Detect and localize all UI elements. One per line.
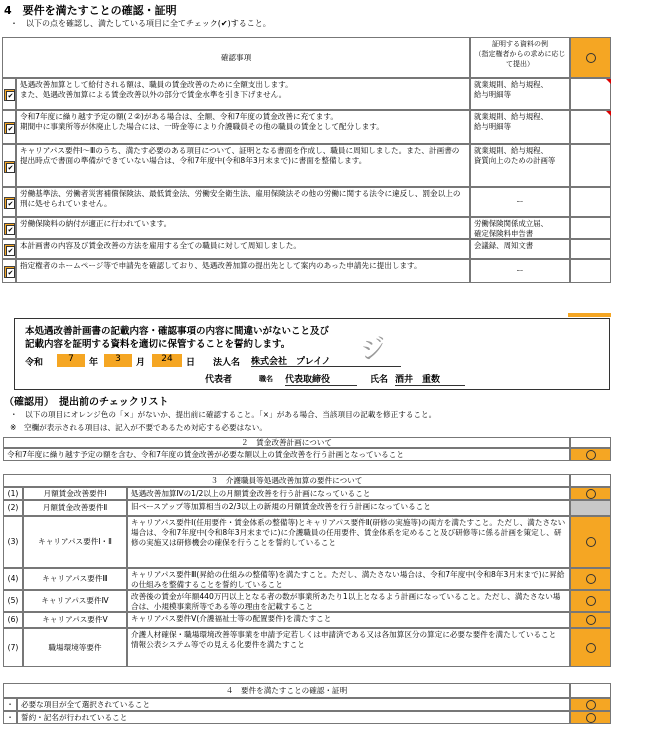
- status-cell: [570, 239, 611, 259]
- check-cell: [2, 187, 16, 217]
- month-field[interactable]: 3: [104, 354, 132, 367]
- sec3-title-status: [570, 474, 611, 487]
- role-field[interactable]: 代表取締役: [285, 372, 357, 386]
- checkbox[interactable]: [4, 266, 15, 278]
- comment-marker: [606, 79, 611, 84]
- status-cell: [570, 259, 611, 283]
- rep-label: 代表者: [205, 375, 233, 385]
- check-cell: [2, 144, 16, 187]
- final-check-text: 必要な項目が全て選択されていること: [17, 698, 570, 711]
- header-items: 確認事項: [2, 37, 470, 78]
- req-status: [570, 568, 611, 590]
- req-status: [570, 487, 611, 500]
- sec2-title-status: [570, 437, 611, 448]
- req-text: キャリアパス要件Ⅲ(昇給の仕組みの整備等)を満たすこと。ただし、満たさない場合は、令和7年度中(令和8年3月末まで)に昇給の仕組みを整備することを誓約していること: [127, 568, 570, 590]
- header-status-cell: [570, 37, 611, 78]
- status-cell: [570, 217, 611, 239]
- evidence-docs: ー: [470, 259, 570, 283]
- ok-circle-icon: [586, 537, 596, 547]
- status-cell: [570, 144, 611, 187]
- evidence-docs: ー: [470, 187, 570, 217]
- checklist-note2: ※ 空欄が表示される項目は、記入が不要であるため対応する必要はない。: [10, 423, 267, 432]
- declaration-accent: [568, 313, 611, 317]
- bullet: ・: [3, 711, 17, 724]
- name-field[interactable]: 酒井 重数: [395, 372, 465, 386]
- sec2-row: 令和7年度に繰り越す予定の額を含む、令和7年度の賃金改善が必要な額以上の賃金改善を行う計画となっていること: [3, 448, 570, 461]
- ok-circle-icon: [586, 489, 596, 499]
- year-unit: 年: [89, 358, 99, 368]
- bullet: ・: [3, 698, 17, 711]
- ok-circle-icon: [586, 615, 596, 625]
- name-label: 氏名: [370, 375, 389, 385]
- sec3-title: ３ 介護職員等処遇改善加算の要件について: [3, 474, 570, 487]
- status-cell: [570, 110, 611, 144]
- evidence-docs: 就業規則、給与規程、 給与明細等: [470, 110, 570, 144]
- ok-circle-icon: [586, 713, 596, 723]
- requirement-text: キャリアパス要件Ⅰ～Ⅲのうち、満たす必要のある項目について、証明となる書面を作成し、職員に周知しました。また、計画書の提出時点で書面の準備ができていない場合は、令和7年度中(令和8年3月末まで)に書面を整備します。: [16, 144, 470, 187]
- final-check-status: [570, 698, 611, 711]
- req-text: キャリアパス要件Ⅴ(介護福祉士等の配置要件)を満たすこと: [127, 612, 570, 628]
- era-label: 令和: [25, 358, 44, 368]
- requirement-text: 労働基準法、労働者災害補償保険法、最低賃金法、労働安全衛生法、雇用保険法その他の労働に関する法令に違反し、罰金以上の刑に処せられていません。: [16, 187, 470, 217]
- req-number: (4): [3, 568, 23, 590]
- req-number: (7): [3, 628, 23, 667]
- req-number: (1): [3, 487, 23, 500]
- check-cell: [2, 217, 16, 239]
- req-text: キャリアパス要件Ⅰ(任用要件・賃金体系の整備等)とキャリアパス要件Ⅱ(研修の実施等)の両方を満たすこと。ただし、満たさない場合は、令和7年度中(令和8年3月末までに)に介護職員の任用要件、賃金体系を定めること及び研修等に係る計画を策定し、研修の実施又は研修機会の確保を行うことを誓約していること: [127, 516, 570, 568]
- section4-title: 4 要件を満たすことの確認・証明: [4, 4, 177, 17]
- declaration-line2: 記載内容を証明する資料を適切に保管することを誓約します。: [25, 339, 291, 350]
- ok-circle-icon: [586, 643, 596, 653]
- ok-circle-icon: [586, 574, 596, 584]
- signature-scribble: ジ: [358, 333, 389, 367]
- year-field[interactable]: 7: [57, 354, 85, 367]
- sec4c-title-status: [570, 683, 611, 698]
- req-number: (6): [3, 612, 23, 628]
- req-status: [570, 500, 611, 516]
- req-text: 旧ベースアップ等加算相当の2/3以上の新規の月額賃金改善を行う計画になっていること: [127, 500, 570, 516]
- req-number: (2): [3, 500, 23, 516]
- sec2-title: ２ 賃金改善計画について: [3, 437, 570, 448]
- declaration-line1: 本処遇改善計画書の記載内容・確認事項の内容に間違いがないこと及び: [25, 326, 330, 337]
- evidence-docs: 就業規則、給与規程、 給与明細等: [470, 78, 570, 110]
- checkmark-icon: ✔: [7, 226, 14, 234]
- evidence-docs: 会議録、周知文書: [470, 239, 570, 259]
- checkbox[interactable]: [4, 161, 15, 173]
- check-cell: [2, 259, 16, 283]
- header-docs: 証明する資料の例 （指定権者からの求めに応じて提出）: [470, 37, 570, 78]
- corp-name-field[interactable]: 株式会社 プレイノ: [251, 354, 401, 367]
- checkbox[interactable]: [4, 122, 15, 134]
- final-check-status: [570, 711, 611, 724]
- requirement-text: 本計画書の内容及び賃金改善の方法を雇用する全ての職員に対して周知しました。: [16, 239, 470, 259]
- req-text: 改善後の賃金が年額440万円以上となる者の数が事業所あたり1以上となるよう計画になっていること。ただし、満たさない場合は、小規模事業所等である等の理由を記載すること: [127, 590, 570, 612]
- checkmark-icon: ✔: [7, 269, 14, 277]
- checkbox[interactable]: [4, 223, 15, 235]
- checkmark-icon: ✔: [7, 92, 14, 100]
- req-status: [570, 516, 611, 568]
- requirement-text: 労働保険料の納付が適正に行われています。: [16, 217, 470, 239]
- final-check-text: 誓約・記名が行われていること: [17, 711, 570, 724]
- check-cell: [2, 78, 16, 110]
- req-label: 職場環境等要件: [23, 628, 127, 667]
- req-label: 月額賃金改善要件Ⅱ: [23, 500, 127, 516]
- month-unit: 月: [136, 358, 146, 368]
- req-label: キャリアパス要件Ⅳ: [23, 590, 127, 612]
- section4-note: ・ 以下の点を確認し、満たしている項目に全てチェック(✔)すること。: [10, 19, 271, 28]
- req-label: 月額賃金改善要件Ⅰ: [23, 487, 127, 500]
- status-cell: [570, 187, 611, 217]
- ok-circle-icon: [586, 596, 596, 606]
- checklist-note1: ・ 以下の項目にオレンジ色の「×」がないか、提出前に確認すること。「×」がある場合、当該項目の記載を修正すること。: [10, 410, 437, 419]
- sec4c-title: ４ 要件を満たすことの確認・証明: [3, 683, 570, 698]
- evidence-docs: 就業規則、給与規程、 資質向上のための計画等: [470, 144, 570, 187]
- req-number: (3): [3, 516, 23, 568]
- req-label: キャリアパス要件Ⅲ: [23, 568, 127, 590]
- role-label: 職名: [259, 375, 273, 383]
- checkmark-icon: ✔: [7, 163, 14, 172]
- req-text: 処遇改善加算Ⅳの1/2以上の月額賃金改善を行う計画になっていること: [127, 487, 570, 500]
- declaration-box: [14, 318, 610, 390]
- req-label: キャリアパス要件Ⅰ・Ⅱ: [23, 516, 127, 568]
- checkmark-icon: ✔: [7, 125, 14, 133]
- ok-circle-icon: [586, 53, 596, 63]
- checkbox[interactable]: [4, 244, 15, 256]
- req-status: [570, 628, 611, 667]
- check-cell: [2, 239, 16, 259]
- day-field[interactable]: 24: [152, 354, 182, 367]
- checkmark-icon: ✔: [7, 200, 14, 208]
- corp-label: 法人名: [213, 358, 241, 368]
- req-status: [570, 612, 611, 628]
- ok-circle-icon: [586, 700, 596, 710]
- checkmark-icon: ✔: [7, 247, 14, 255]
- req-status: [570, 590, 611, 612]
- evidence-docs: 労働保険関係成立届、 確定保険料申告書: [470, 217, 570, 239]
- req-text: 介護人材確保・職場環境改善等事業を申請予定若しくは申請済である又は各加算区分の算定に必要な要件を満たしていること 情報公表システム等での見える化要件を満たすこと: [127, 628, 570, 667]
- requirement-text: 令和7年度に繰り越す予定の額(２②)がある場合は、全額、令和7年度の賃金改善に充てます。 期間中に事業所等が休廃止した場合には、一時金等により介護職員その他の職員の賃金として配分します。: [16, 110, 470, 144]
- status-cell: [570, 78, 611, 110]
- comment-marker: [606, 111, 611, 116]
- checklist-title: （確認用） 提出前のチェックリスト: [4, 397, 169, 408]
- requirement-text: 処遇改善加算として給付される額は、職員の賃金改善のために全額支出します。 また、処遇改善加算による賃金改善以外の部分で賃金水準を引き下げません。: [16, 78, 470, 110]
- sec2-status: [570, 448, 611, 461]
- req-number: (5): [3, 590, 23, 612]
- checkbox[interactable]: [4, 89, 15, 101]
- checkbox[interactable]: [4, 197, 15, 209]
- req-label: キャリアパス要件Ⅴ: [23, 612, 127, 628]
- ok-circle-icon: [586, 450, 596, 460]
- day-unit: 日: [186, 358, 196, 368]
- check-cell: [2, 110, 16, 144]
- requirement-text: 指定権者のホームページ等で申請先を確認しており、処遇改善加算の提出先として案内のあった申請先に提出します。: [16, 259, 470, 283]
